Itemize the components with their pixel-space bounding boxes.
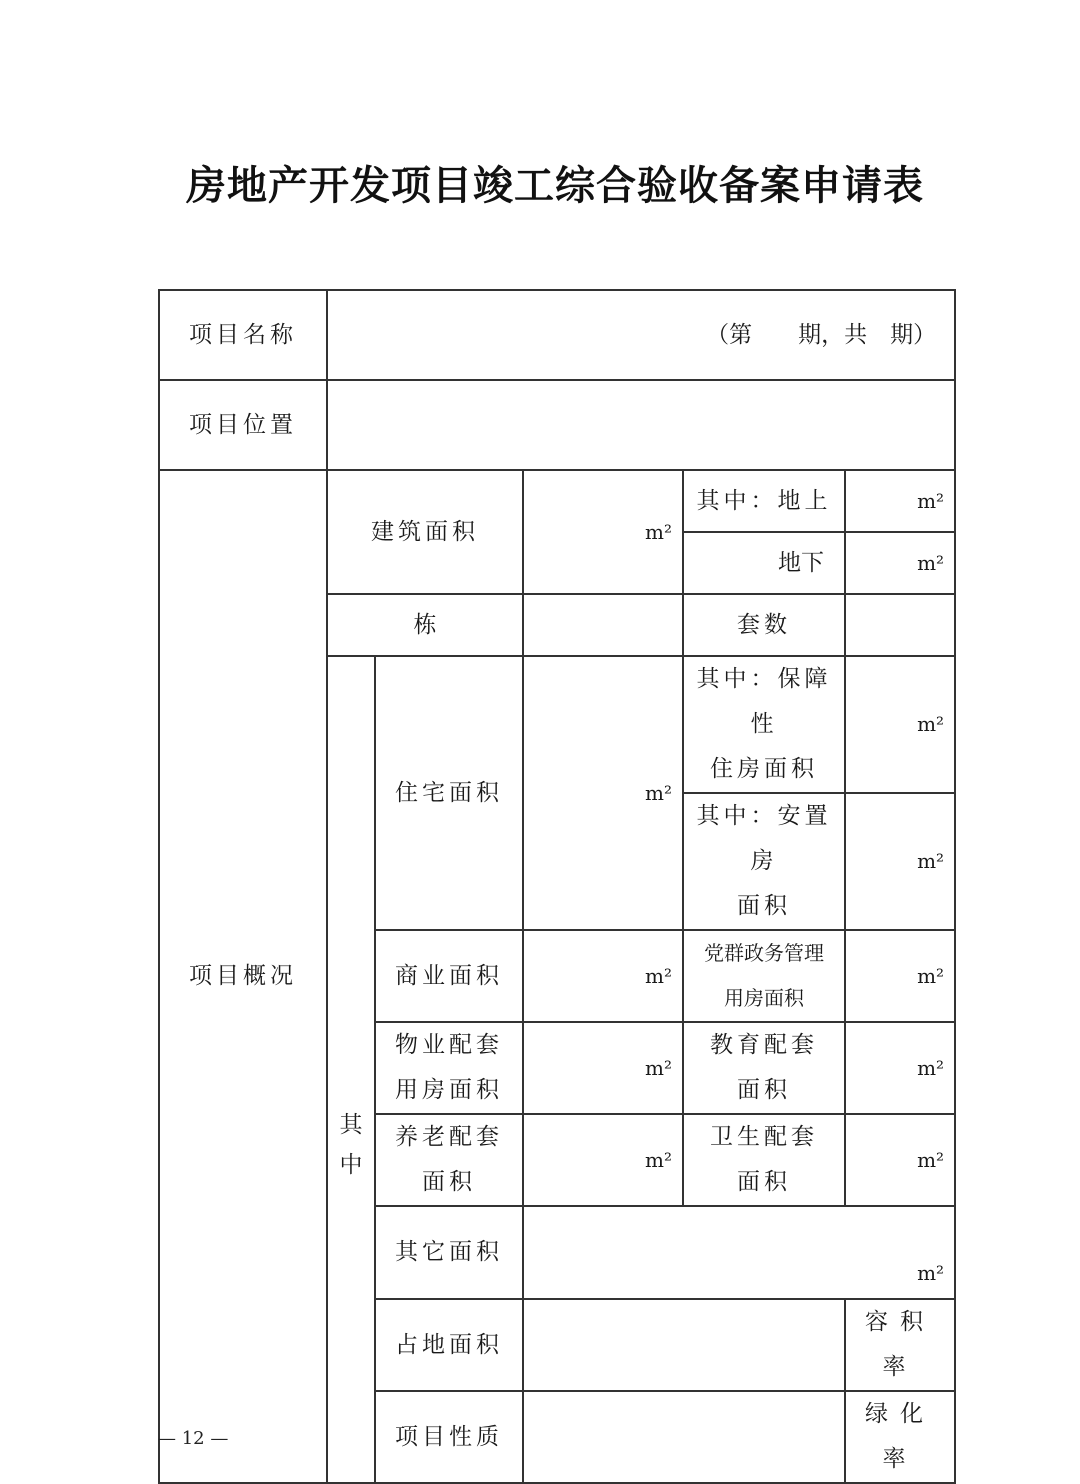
unit-label: m² <box>917 488 945 513</box>
party-office-field[interactable] <box>845 930 955 1022</box>
residential-area-field[interactable] <box>523 656 683 930</box>
elderly-facility-field[interactable] <box>523 1114 683 1206</box>
building-area-field[interactable] <box>523 470 683 594</box>
row-project-name <box>159 290 955 380</box>
other-area-field[interactable] <box>523 1206 955 1299</box>
label-health-facility <box>683 1114 845 1206</box>
label-other-area: 其它面积 <box>375 1206 523 1299</box>
unit-label: m² <box>917 963 945 988</box>
unit-label: m² <box>645 1055 672 1080</box>
party-office-line-1: 党群政务管理 <box>704 941 824 965</box>
label-commercial-area: 商业面积 <box>375 930 523 1022</box>
buildings-field[interactable] <box>523 594 683 656</box>
party-office-line-2: 用房面积 <box>724 986 804 1010</box>
unit-label: m² <box>917 1261 945 1285</box>
label-resettlement <box>683 793 845 930</box>
label-building-area: 建筑面积 <box>327 470 523 594</box>
property-facility-field[interactable] <box>523 1022 683 1114</box>
label-affordable-housing <box>683 656 845 793</box>
resettlement-line-1: 其中：安置房 <box>696 803 832 874</box>
label-below-ground: 地下 <box>683 532 845 594</box>
label-elderly-facility <box>375 1114 523 1206</box>
health-facility-line-2: 面积 <box>737 1169 791 1195</box>
document-title: 房地产开发项目竣工综合验收备案申请表 <box>186 162 924 209</box>
label-units-count: 套数 <box>683 594 845 656</box>
label-project-nature: 项目性质 <box>375 1391 523 1483</box>
label-education-facility <box>683 1022 845 1114</box>
label-project-overview: 项目概况 <box>159 470 327 1483</box>
label-plot-ratio: 容积率 <box>845 1299 955 1391</box>
label-greening-rate: 绿化率 <box>845 1391 955 1483</box>
project-location-field[interactable] <box>327 380 955 470</box>
above-ground-field[interactable] <box>845 470 955 532</box>
below-ground-field[interactable] <box>845 532 955 594</box>
unit-label: m² <box>917 1147 945 1172</box>
label-residential-area: 住宅面积 <box>375 656 523 930</box>
project-name-field[interactable] <box>327 290 955 380</box>
unit-label: m² <box>917 712 945 736</box>
unit-label: m² <box>645 1147 672 1172</box>
label-property-facility <box>375 1022 523 1114</box>
units-count-field[interactable] <box>845 594 955 656</box>
elderly-facility-line-2: 面积 <box>422 1169 476 1195</box>
unit-label: m² <box>917 550 945 575</box>
unit-label: m² <box>917 1055 945 1080</box>
education-facility-field[interactable] <box>845 1022 955 1114</box>
label-project-location: 项目位置 <box>159 380 327 470</box>
label-above-ground: 其中：地上 <box>683 470 845 532</box>
project-nature-field[interactable] <box>523 1391 845 1483</box>
of-which-vertical-label <box>327 656 375 1483</box>
resettlement-field[interactable] <box>845 793 955 930</box>
commercial-area-field[interactable] <box>523 930 683 1022</box>
label-party-office <box>683 930 845 1022</box>
health-facility-field[interactable] <box>845 1114 955 1206</box>
affordable-housing-line-1: 其中：保障性 <box>696 666 832 737</box>
application-form-table <box>158 289 956 1484</box>
of-which-char-1: 其 <box>339 1111 363 1138</box>
resettlement-line-2: 面积 <box>737 893 791 919</box>
health-facility-line-1: 卫生配套 <box>710 1124 818 1150</box>
period-note: （第 期，共 期） <box>706 321 937 348</box>
unit-label: m² <box>645 780 672 805</box>
education-facility-line-1: 教育配套 <box>710 1032 818 1058</box>
elderly-facility-line-1: 养老配套 <box>395 1124 503 1150</box>
affordable-housing-line-2: 住房面积 <box>710 756 818 782</box>
affordable-housing-field[interactable] <box>845 656 955 793</box>
education-facility-line-2: 面积 <box>737 1077 791 1103</box>
page-number: — 12 — <box>158 1428 229 1449</box>
row-building-area-above <box>159 470 955 532</box>
label-project-name: 项目名称 <box>159 290 327 380</box>
row-project-location <box>159 380 955 470</box>
property-facility-line-1: 物业配套 <box>395 1032 503 1058</box>
label-buildings: 栋 <box>327 594 523 656</box>
unit-label: m² <box>645 963 672 988</box>
land-area-field[interactable] <box>523 1299 845 1391</box>
unit-label: m² <box>917 849 945 873</box>
of-which-char-2: 中 <box>339 1151 363 1178</box>
unit-label: m² <box>645 519 672 544</box>
property-facility-line-2: 用房面积 <box>395 1077 503 1103</box>
label-land-area: 占地面积 <box>375 1299 523 1391</box>
